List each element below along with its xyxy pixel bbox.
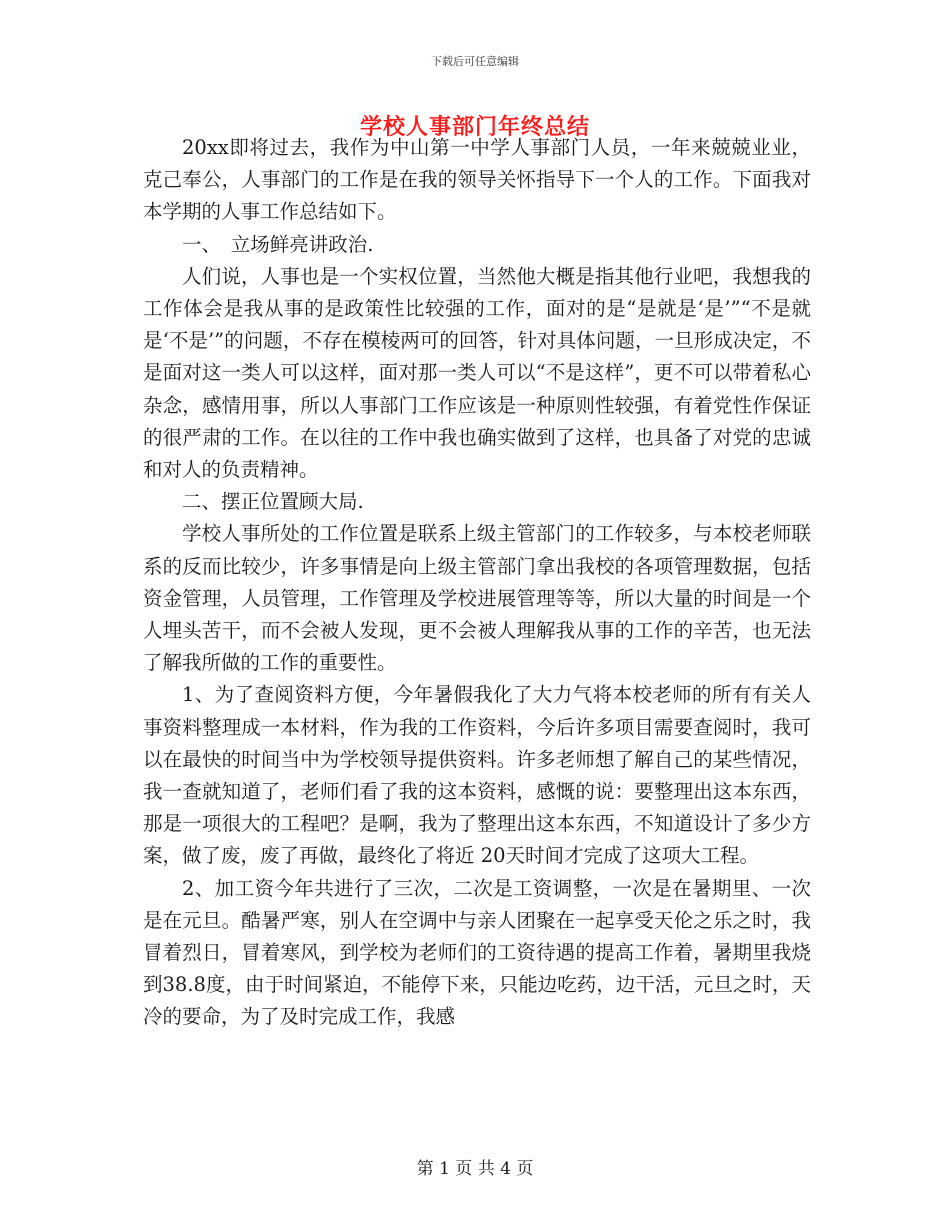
header-note: 下载后可任意编辑	[431, 55, 519, 68]
document-title: 学校人事部门年终总结	[359, 114, 590, 140]
paragraph-item-2: 2、加工资今年共进行了三次，二次是工资调整，一次是在暑期里、一次是在元旦。酷暑严寒，别人在空调中与亲人团聚在一起享受天伦之乐之时，我冒着烈日，冒着寒风，到学校为老师们的工资待遇的提高工作着，暑期里我烧到38.8度，由于时间紧迫，不能停下来，只能边吃药，边干活，元旦之时，天冷的要命，为了及时完成工作，我感	[143, 876, 811, 1029]
document-body	[143, 132, 811, 1034]
section-heading-2: 二、摆正位置顾大局.	[182, 490, 364, 514]
paragraph-intro: 20xx即将过去，我作为中山第一中学人事部门人员，一年来兢兢业业，克己奉公，人事部门的工作是在我的领导关怀指导下一个人的工作。下面我对本学期的人事工作总结如下。	[143, 136, 811, 224]
paragraph-position: 学校人事所处的工作位置是联系上级主管部门的工作较多，与本校老师联系的反而比较少，许多事情是向上级主管部门拿出我校的各项管理数据，包括资金管理，人员管理，工作管理及学校进展管理等等，所以大量的时间是一个人埋头苦干，而不会被人发现，更不会被人理解我从事的工作的辛苦，也无法了解我所做的工作的重要性。	[143, 522, 811, 675]
paragraph-politics: 人们说，人事也是一个实权位置，当然他大概是指其他行业吧，我想我的工作体会是我从事的是政策性比较强的工作，面对的是“是就是‘是’”“不是就是‘不是’”的问题，不存在模棱两可的回答，针对具体问题，一旦形成决定，不是面对这一类人可以这样，面对那一类人可以“不是这样”，更不可以带着私心杂念，感情用事，所以人事部门工作应该是一种原则性较强，有着党性作保证的很严肃的工作。在以往的工作中我也确实做到了这样，也具备了对党的忠诚和对人的负责精神。	[143, 264, 811, 482]
paragraph-item-1: 1、为了查阅资料方便，今年暑假我化了大力气将本校老师的所有有关人事资料整理成一本材料，作为我的工作资料，今后许多项目需要查阅时，我可以在最快的时间当中为学校领导提供资料。许多老师想了解自己的某些情况，我一查就知道了，老师们看了我的这本资料，感慨的说：要整理出这本东西，那是一项很大的工程吧？是啊，我为了整理出这本东西，不知道设计了多少方案，做了废，废了再做，最终化了将近 20天时间才完成了这项大工程。	[143, 683, 811, 868]
section-heading-1: 一、 立场鲜亮讲政治.	[182, 232, 374, 256]
page-footer: 第 1 页 共 4 页	[416, 1159, 534, 1179]
